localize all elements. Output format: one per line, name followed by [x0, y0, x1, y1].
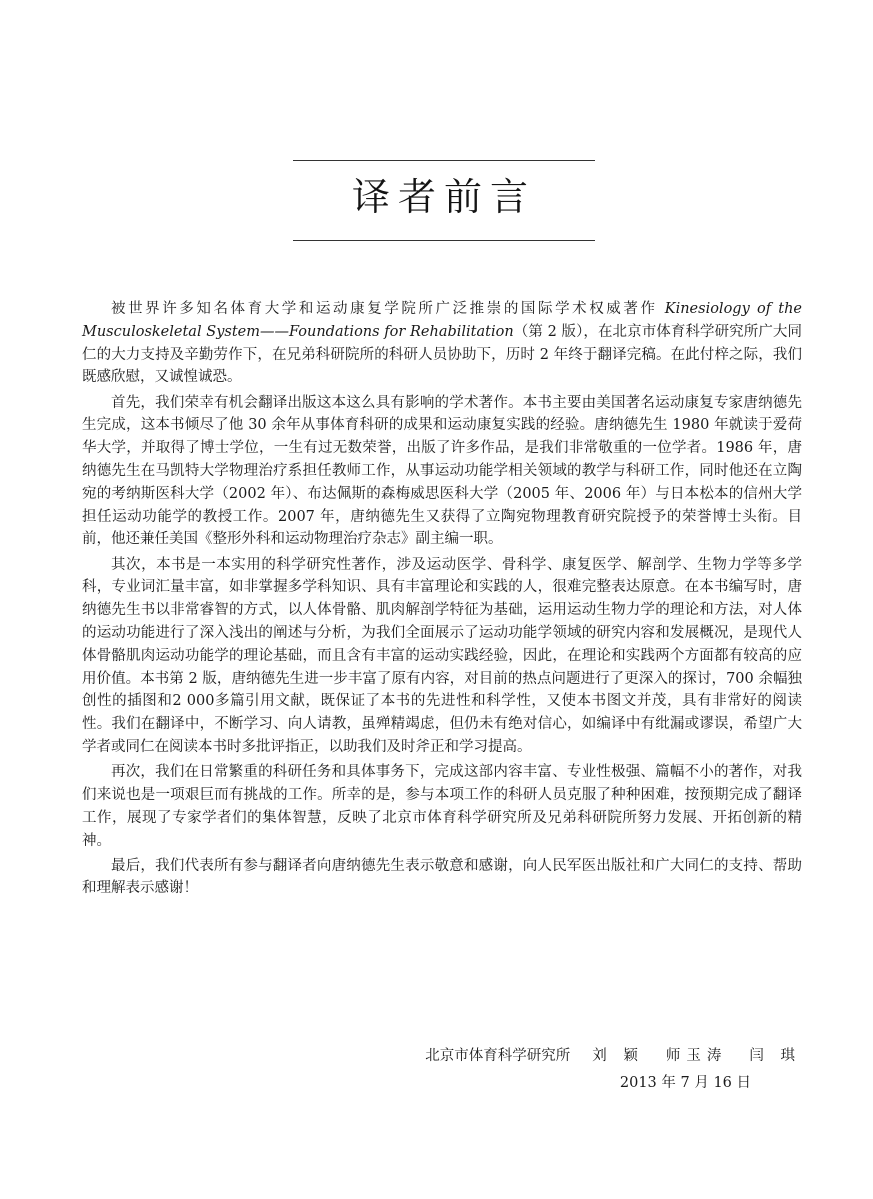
preface-body [82, 298, 802, 903]
signature-organization: 北京市体育科学研究所 [425, 1048, 571, 1064]
page-title: 译者前言 [351, 175, 536, 219]
title-top-rule [293, 160, 595, 161]
signature-name-2: 师玉涛 [665, 1048, 728, 1064]
paragraph-2: 首先，我们荣幸有机会翻译出版这本这么具有影响的学术著作。本书主要由美国著名运动康复专家唐纳德先生完成，这本书倾尽了他 30 余年从事体育科研的成果和运动康复实践的经验。唐纳德先生 1980 年就读于爱荷华大学，并取得了博士学位，一生有过无数荣誉，出版了许多作品，是我们非常敬重的一位学者。1986 年，唐纳德先生在马凯特大学物理治疗系担任教师工作，从事运动功能学相关领域的教学与科研工作，同时他还在立陶宛的考纳斯医科大学（2002 年）、布达佩斯的森梅威思医科大学（2005 年、2006 年）与日本松本的信州大学担任运动功能学的教授工作。2007 年，唐纳德先生又获得了立陶宛物理教育研究院授予的荣誉博士头衔。目前，他还兼任美国《整形外科和运动物理治疗杂志》副主编一职。 [82, 394, 802, 548]
title-bottom-rule [293, 240, 595, 241]
paragraph-4: 再次，我们在日常繁重的科研任务和具体事务下，完成这部内容丰富、专业性极强、篇幅不小的著作，对我们来说也是一项艰巨而有挑战的工作。所幸的是，参与本项工作的科研人员克服了种种困难，按预期完成了翻译工作，展现了专家学者们的集体智慧，反映了北京市体育科学研究所及兄弟科研院所努力发展、开拓创新的精神。 [82, 764, 802, 849]
paragraph-3: 其次，本书是一本实用的科学研究性著作，涉及运动医学、骨科学、康复医学、解剖学、生物力学等多学科，专业词汇量丰富，如非掌握多学科知识、具有丰富理论和实践的人，很难完整表达原意。在本书编写时，唐纳德先生书以非常睿智的方式，以人体骨骼、肌肉解剖学特征为基础，运用运动生物力学的理论和方法，对人体的运动功能进行了深入浅出的阐述与分析，为我们全面展示了运动功能学领域的研究内容和发展概况，是现代人体骨骼肌肉运动功能学的理论基础，而且含有丰富的运动实践经验，因此，在理论和实践两个方面都有较高的应用价值。本书第 2 版，唐纳德先生进一步丰富了原有内容，对目前的热点问题进行了更深入的探讨，700 余幅独创性的插图和2 000多篇引用文献，既保证了本书的先进性和科学性，又使本书图文并茂，具有非常好的阅读性。我们在翻译中，不断学习、向人请教，虽殚精竭虑，但仍未有绝对信心，如编译中有纰漏或谬误，希望广大学者或同仁在阅读本书时多批评指正，以助我们及时斧正和学习提高。 [82, 556, 802, 755]
signature-name-3: 闫 琪 [749, 1048, 801, 1064]
book-title: Kinesiology of the Musculoskeletal System——Foundations for Rehabilitation [82, 301, 802, 340]
signature-block [425, 1044, 801, 1096]
paragraph-5: 最后，我们代表所有参与翻译者向唐纳德先生表示敬意和感谢，向人民军医出版社和广大同仁的支持、帮助和理解表示感谢！ [82, 857, 802, 897]
paragraph-1-after: （第 2 版），在北京市体育科学研究所广大同仁的大力支持及辛勤劳作下，在兄弟科研院所的科研人员协助下，历时 2 年终于翻译完稿。在此付梓之际，我们既感欣慰，又诚惶诚恐。 [82, 323, 802, 386]
signature-name-1: 刘 颖 [592, 1048, 644, 1064]
paragraph-1-before: 被世界许多知名体育大学和运动康复学院所广泛推崇的国际学术权威著作 [111, 301, 665, 317]
signature-line [425, 1044, 801, 1069]
paragraph-1 [82, 298, 802, 389]
signature-date: 2013 年 7 月 16 日 [619, 1075, 751, 1091]
